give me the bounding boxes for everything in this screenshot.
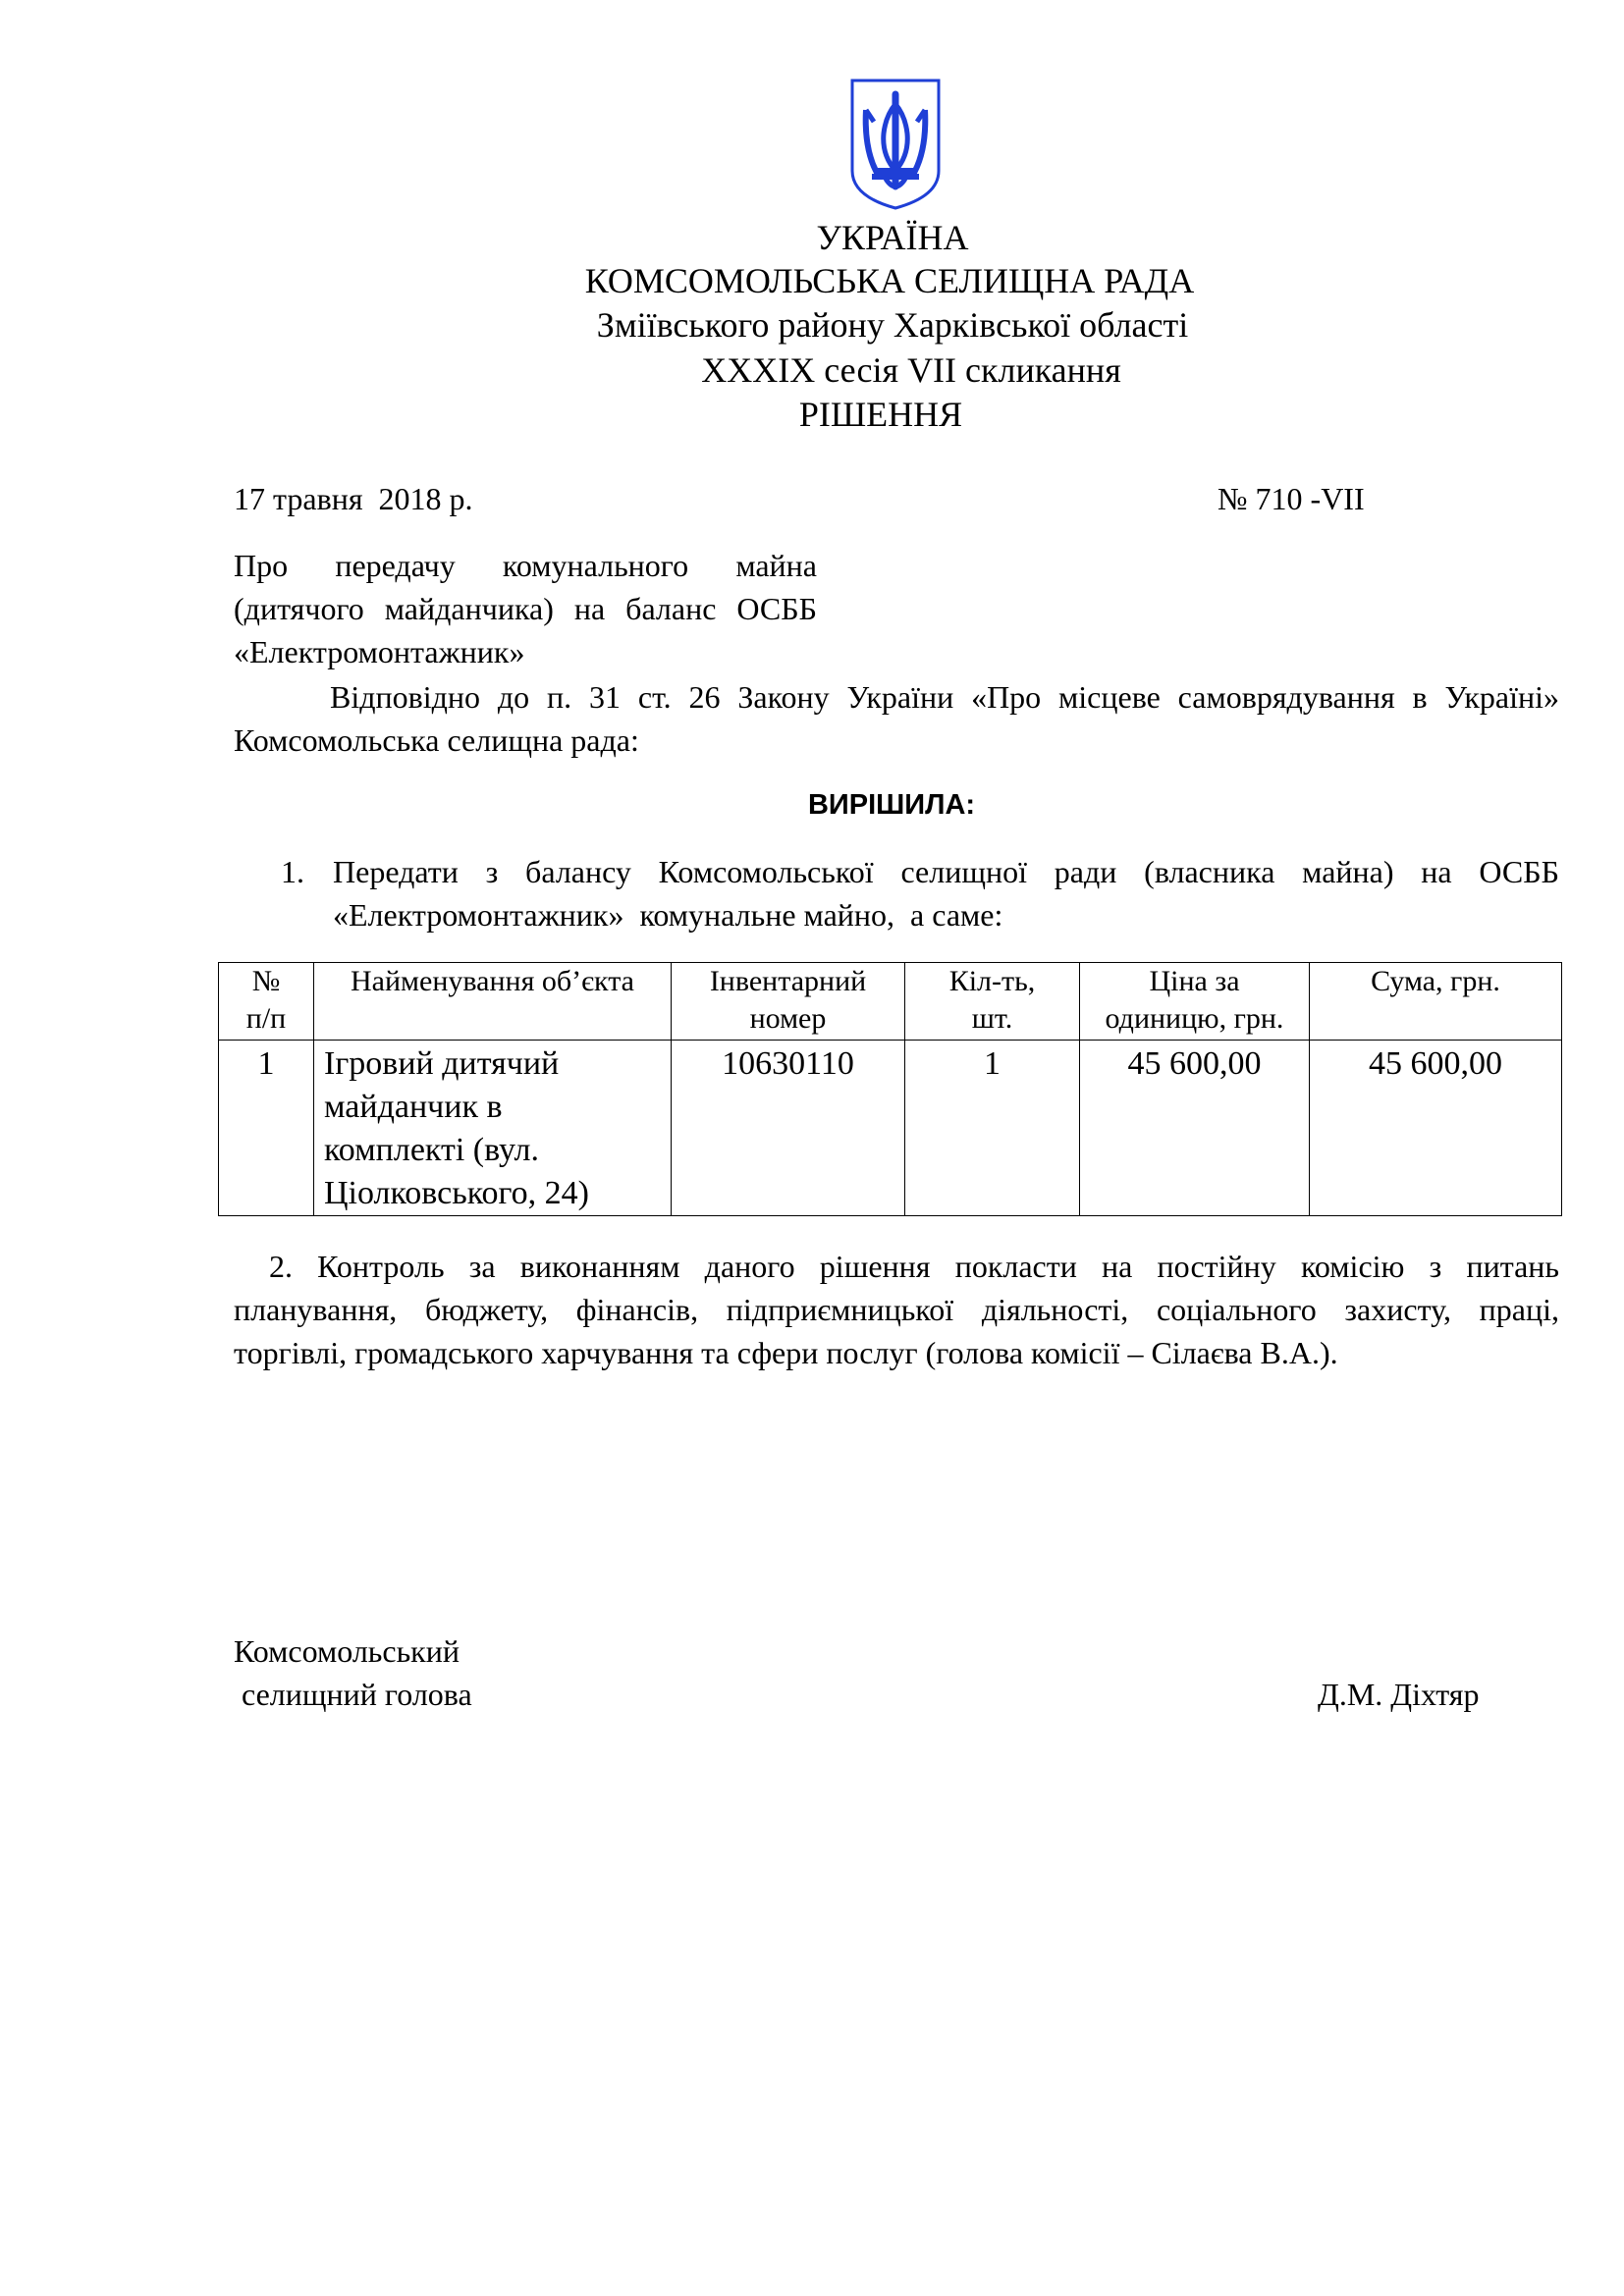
header-text: одиницю, грн.	[1105, 1002, 1284, 1035]
header-text: №	[251, 965, 281, 997]
header-doc-type: РІШЕННЯ	[798, 395, 963, 434]
header-text: номер	[749, 1002, 827, 1035]
table-row	[219, 1041, 1562, 1216]
preamble-paragraph	[234, 675, 1559, 762]
signatory-name: Д.М. Діхтяр	[1318, 1677, 1480, 1712]
cell-name-line: майданчик в	[324, 1089, 503, 1125]
header-text: п/п	[245, 1002, 287, 1035]
signatory-title-line: Комсомольський	[234, 1633, 460, 1669]
column-header-price	[1080, 963, 1310, 1041]
header-session: XXXIX сесія VII скликання	[701, 350, 1121, 390]
item-line: Передати з балансу Комсомольської селищної ради (власника майна) на ОСББ	[333, 854, 1559, 889]
cell-name	[314, 1041, 672, 1216]
subject-line: (дитячого майданчика) на баланс ОСББ	[234, 591, 817, 626]
column-header-sum	[1310, 963, 1562, 1041]
column-header-name	[314, 963, 672, 1041]
assets-table	[218, 962, 1562, 1216]
cell-name-line: Ігровий дитячий	[324, 1045, 560, 1082]
cell-number: 1	[219, 1041, 314, 1216]
item-line: 2. Контроль за виконанням даного рішення покласти на постійну комісію з питань	[269, 1249, 1559, 1284]
subject-line: Про передачу комунального майна	[234, 548, 817, 583]
decision-number: № 710 -VII	[1218, 481, 1365, 516]
cell-name-line: Ціолковського, 24)	[324, 1175, 589, 1211]
header-text: Кіл-ть,	[948, 965, 1036, 997]
signatory-title-line: селищний голова	[242, 1677, 472, 1712]
decision-date: 17 травня 2018 р.	[234, 481, 473, 516]
item-line: «Електромонтажник» комунальне майно, а саме:	[333, 897, 1003, 933]
subject-line: «Електромонтажник»	[234, 634, 525, 669]
preamble-line: Комсомольська селищна рада:	[234, 722, 639, 758]
decision-subject	[234, 544, 817, 673]
header-text: шт.	[971, 1002, 1013, 1035]
list-marker: 1.	[281, 854, 304, 889]
header-text: Сума, грн.	[1371, 965, 1500, 997]
header-council: КОМСОМОЛЬСЬКА СЕЛИЩНА РАДА	[584, 261, 1195, 300]
header-text: Ціна за	[1149, 965, 1240, 997]
header-district: Зміївського району Харківської області	[596, 305, 1189, 345]
header-text: Найменування об’єкта	[351, 965, 634, 997]
coat-of-arms-icon	[846, 77, 945, 212]
item-line: планування, бюджету, фінансів, підприємницької діяльності, соціального захисту, праці,	[234, 1292, 1559, 1327]
header-text: Інвентарний	[709, 965, 867, 997]
decided-heading: ВИРІШИЛА:	[807, 789, 976, 821]
decision-item-2	[234, 1245, 1559, 1374]
cell-price: 45 600,00	[1080, 1041, 1310, 1216]
cell-quantity: 1	[905, 1041, 1080, 1216]
cell-name-line: комплекті (вул.	[324, 1132, 539, 1168]
column-header-inventory	[672, 963, 905, 1041]
item-line: торгівлі, громадського харчування та сфери послуг (голова комісії – Сілаєва В.А.).	[234, 1335, 1338, 1370]
table-header-row	[219, 963, 1562, 1041]
cell-sum: 45 600,00	[1310, 1041, 1562, 1216]
cell-inventory: 10630110	[672, 1041, 905, 1216]
column-header-number	[219, 963, 314, 1041]
preamble-line: Відповідно до п. 31 ст. 26 Закону України «Про місцеве самоврядування в Україні»	[330, 679, 1559, 715]
column-header-quantity	[905, 963, 1080, 1041]
header-country: УКРАЇНА	[816, 218, 969, 257]
